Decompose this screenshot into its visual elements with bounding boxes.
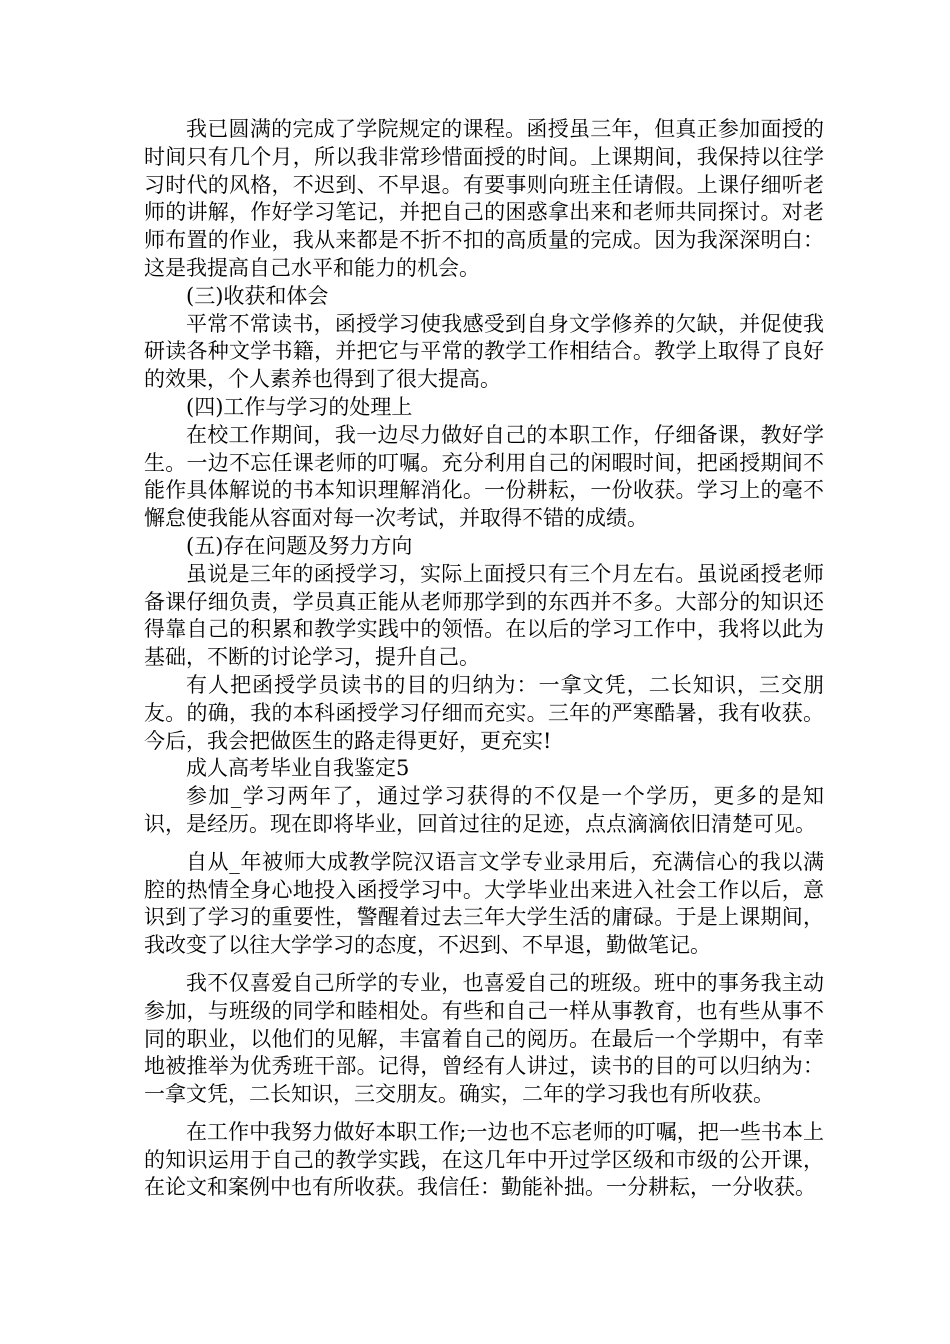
paragraph-two-years: 参加_学习两年了，通过学习获得的不仅是一个学历，更多的是知识，是经历。现在即将毕业，回首过往的足迹，点点滴滴依旧清楚可见。	[144, 784, 824, 836]
article-title-5: 成人高考毕业自我鉴定5	[186, 756, 410, 781]
paragraph-gains: 平常不常读书，函授学习使我感受到自身文学修养的欠缺，并促使我研读各种文学书籍，并把它与平常的教学工作相结合。教学上取得了良好的效果，个人素养也得到了很大提高。	[144, 311, 824, 392]
paragraph-problems: 虽说是三年的函授学习，实际上面授只有三个月左右。虽说函授老师备课仔细负责，学员真正能从老师那学到的东西并不多。大部分的知识还得靠自己的积累和教学实践中的领悟。在以后的学习工作中，我将以此为基础，不断的讨论学习，提升自己。	[144, 561, 824, 670]
paragraph-admission: 自从_年被师大成教学院汉语言文学专业录用后，充满信心的我以满腔的热情全身心地投入函授学习中。大学毕业出来进入社会工作以后，意识到了学习的重要性，警醒着过去三年大学生活的庸碌。于是上课期间，我改变了以往大学学习的态度，不迟到、不早退，勤做笔记。	[144, 849, 824, 958]
paragraph-work-study: 在校工作期间，我一边尽力做好自己的本职工作，仔细备课，教好学生。一边不忘任课老师的叮嘱。充分利用自己的闲暇时间，把函授期间不能作具体解说的书本知识理解消化。一份耕耘，一份收获。学习上的毫不懈怠使我能从容面对每一次考试，并取得不错的成绩。	[144, 422, 824, 531]
paragraph-course-completion: 我已圆满的完成了学院规定的课程。函授虽三年，但真正参加面授的时间只有几个月，所以我非常珍惜面授的时间。上课期间，我保持以往学习时代的风格，不迟到、不早退。有要事则向班主任请假。上课仔细听老师的讲解，作好学习笔记，并把自己的困惑拿出来和老师共同探讨。对老师布置的作业，我从来都是不折不扣的高质量的完成。因为我深深明白：这是我提高自己水平和能力的机会。	[144, 117, 824, 280]
section-heading-work-study: (四)工作与学习的处理上	[186, 394, 413, 419]
section-heading-gains: (三)收获和体会	[186, 283, 329, 308]
paragraph-class-life: 我不仅喜爱自己所学的专业，也喜爱自己的班级。班中的事务我主动参加，与班级的同学和睦相处。有些和自己一样从事教育，也有些从事不同的职业，以他们的见解，丰富着自己的阅历。在最后一个学期中，有幸地被推举为优秀班干部。记得，曾经有人讲过，读书的目的可以归纳为：一拿文凭，二长知识，三交朋友。确实，二年的学习我也有所收获。	[144, 970, 824, 1107]
paragraph-work-practice: 在工作中我努力做好本职工作;一边也不忘老师的叮嘱，把一些书本上的知识运用于自己的教学实践，在这几年中开过学区级和市级的公开课，在论文和案例中也有所收获。我信任：勤能补拙。一分耕耘，一分收获。	[144, 1119, 824, 1200]
document-page	[144, 116, 824, 1202]
paragraph-conclusion: 有人把函授学员读书的目的归纳为：一拿文凭，二长知识，三交朋友。的确，我的本科函授学习仔细而充实。三年的严寒酷暑，我有收获。今后，我会把做医生的路走得更好，更充实!	[144, 672, 824, 753]
section-heading-problems: (五)存在问题及努力方向	[186, 533, 413, 558]
